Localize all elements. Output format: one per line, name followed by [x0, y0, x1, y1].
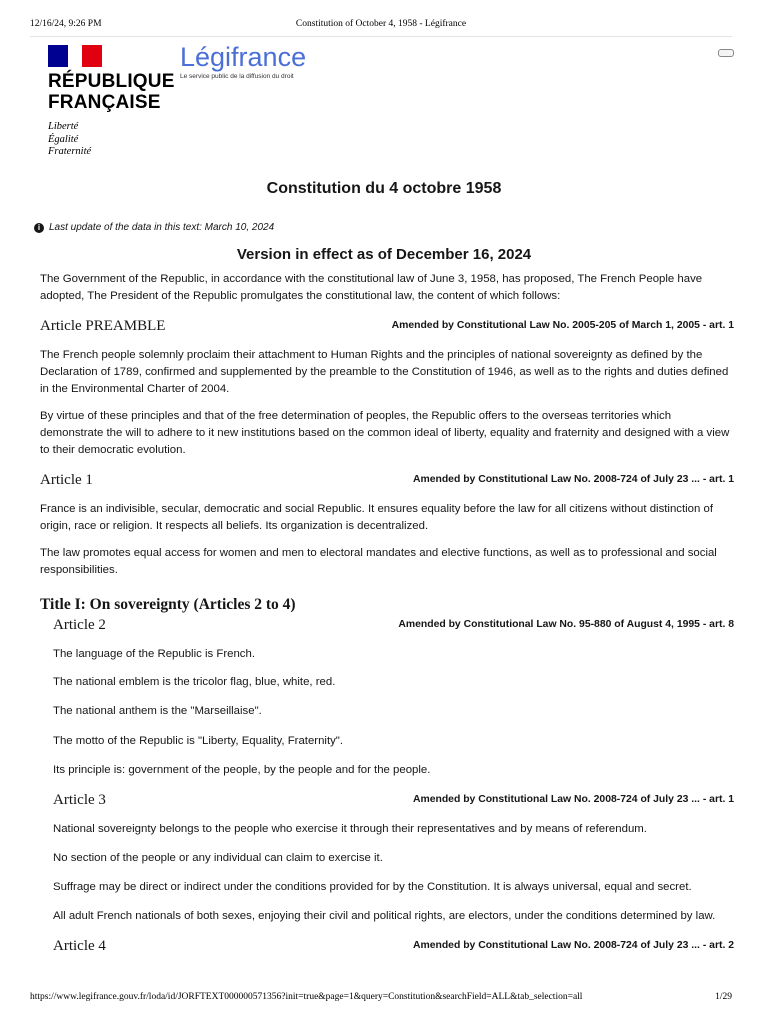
- brand-name: Légifrance: [180, 42, 307, 72]
- article-title[interactable]: Article 2: [53, 617, 106, 633]
- article-2-body-3: [53, 703, 734, 720]
- article-2-body: [53, 646, 734, 663]
- amended-link[interactable]: Amended by Constitutional Law No. 2008-724 of July 23 ... - art. 1: [412, 794, 734, 805]
- menu-toggle-button[interactable]: [718, 49, 734, 57]
- title-heading[interactable]: Title I: On sovereignty (Articles 2 to 4): [40, 596, 296, 613]
- paragraph: France is an indivisible, secular, democratic and social Republic. It ensures equality before the law for all citizens without distinction of origin, race or religion. It respects all beliefs. Its organization is decentralized.: [40, 503, 714, 532]
- amended-link[interactable]: Amended by Constitutional Law No. 2008-724 of July 23 ... - art. 2: [412, 940, 734, 951]
- article-2-body-5: [53, 762, 734, 779]
- article-3-body-3: [53, 879, 734, 896]
- country-name: RÉPUBLIQUE FRANÇAISE: [48, 71, 175, 113]
- print-datetime: 12/16/24, 9:26 PM: [30, 19, 102, 29]
- article-preamble-body-2: [40, 408, 734, 459]
- article-3-body: [53, 821, 734, 838]
- republique-francaise-logo[interactable]: [48, 45, 175, 159]
- article-title[interactable]: Article PREAMBLE: [40, 318, 166, 334]
- paragraph: By virtue of these principles and that of the free determination of peoples, the Republic offers to the overseas territories which demonstrate the will to adhere to it new institutions based on the common ideal of liberty, equality and fraternity and designed with a view to their democratic evolution.: [40, 410, 730, 456]
- amended-link[interactable]: Amended by Constitutional Law No. 2005-205 of March 1, 2005 - art. 1: [391, 320, 734, 331]
- paragraph: All adult French nationals of both sexes, enjoying their civil and political rights, are electors, under the conditions determined by law.: [53, 910, 716, 922]
- document-title: Constitution du 4 octobre 1958: [266, 180, 502, 197]
- last-update-text: Last update of the data in this text: March 10, 2024: [49, 222, 275, 233]
- paragraph: The French people solemnly proclaim their attachment to Human Rights and the principles of national sovereignty as defined by the Declaration of 1789, confirmed and supplemented by the preamble to the Constitution of 1946, as well as to the rights and duties defined in the Environmental Charter of 2004.: [40, 349, 729, 395]
- paragraph: Its principle is: government of the people, by the people and for the people.: [53, 764, 431, 776]
- amended-link[interactable]: Amended by Constitutional Law No. 2008-724 of July 23 ... - art. 1: [412, 474, 734, 485]
- paragraph: The law promotes equal access for women and men to electoral mandates and elective functions, as well as to professional and social responsibilities.: [40, 547, 717, 576]
- paragraph: Suffrage may be direct or indirect under the conditions provided for by the Constitution. It is always universal, equal and secret.: [53, 881, 692, 893]
- marianne-flag-icon: [48, 45, 102, 67]
- paragraph: The national emblem is the tricolor flag, blue, white, red.: [53, 676, 336, 688]
- article-1-body: [40, 501, 734, 535]
- legifrance-brand[interactable]: [180, 42, 306, 80]
- last-update-notice: [34, 222, 274, 233]
- article-2-body-2: [53, 674, 734, 691]
- article-3-body-4: [53, 908, 734, 925]
- amended-link[interactable]: Amended by Constitutional Law No. 95-880 of August 4, 1995 - art. 8: [398, 619, 734, 630]
- article-title[interactable]: Article 1: [40, 472, 93, 488]
- intro-paragraph: The Government of the Republic, in accordance with the constitutional law of June 3, 1958, has proposed, The French People have adopted, The President of the Republic promulgates the constitutional law, the content of which follows:: [40, 273, 703, 302]
- info-icon: i: [34, 223, 44, 233]
- article-title[interactable]: Article 3: [53, 792, 106, 808]
- print-page-number: 1/29: [715, 992, 732, 1002]
- article-2-body-4: [53, 733, 734, 750]
- version-title: Version in effect as of December 16, 2024: [236, 246, 532, 263]
- print-url: https://www.legifrance.gouv.fr/loda/id/JORFTEXT000000571356?init=true&page=1&query=Constitution&searchField=ALL&tab_selection=all: [30, 992, 583, 1002]
- article-3-body-2: [53, 850, 734, 867]
- paragraph: The language of the Republic is French.: [53, 648, 255, 660]
- article-1-body-2: [40, 545, 734, 579]
- paragraph: The motto of the Republic is "Liberty, Equality, Fraternity".: [53, 735, 344, 747]
- republic-motto: Liberté Égalité Fraternité: [48, 121, 92, 157]
- print-page-title: Constitution of October 4, 1958 - Légifrance: [295, 19, 467, 29]
- brand-tagline: Le service public de la diffusion du droit: [180, 73, 294, 80]
- header-divider: [30, 36, 732, 37]
- article-title[interactable]: Article 4: [53, 938, 106, 954]
- paragraph: National sovereignty belongs to the people who exercise it through their representatives and by means of referendum.: [53, 823, 647, 835]
- paragraph: No section of the people or any individual can claim to exercise it.: [53, 852, 383, 864]
- paragraph: The national anthem is the "Marseillaise".: [53, 705, 262, 717]
- article-preamble-body: [40, 347, 734, 398]
